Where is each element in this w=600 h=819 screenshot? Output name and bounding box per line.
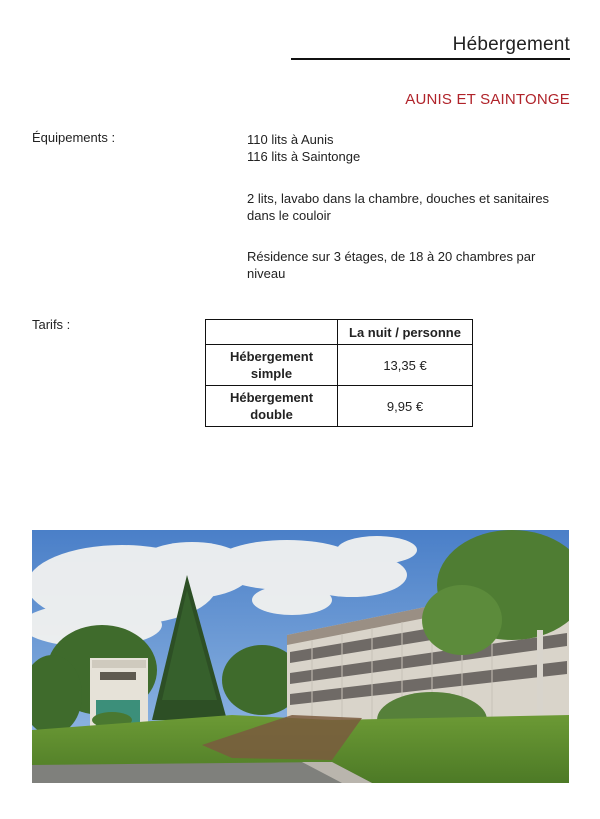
row-label bbox=[206, 386, 338, 427]
row-label-line1: Hébergement bbox=[229, 349, 314, 364]
section-title: AUNIS ET SAINTONGE bbox=[405, 91, 570, 108]
row-label-line2: double bbox=[250, 407, 293, 422]
table-header-row bbox=[206, 320, 473, 345]
equipements-label: Équipements : bbox=[32, 130, 116, 145]
beds-saintonge: 116 lits à Saintonge bbox=[247, 149, 361, 164]
table-row bbox=[206, 345, 473, 386]
price-cell: 9,95 € bbox=[338, 386, 473, 427]
table-corner-cell bbox=[206, 320, 338, 345]
page-header-title: Hébergement bbox=[452, 34, 570, 55]
rooms-description: 2 lits, lavabo dans la chambre, douches et sanitaires dans le couloir bbox=[247, 191, 550, 223]
row-label-line1: Hébergement bbox=[229, 390, 314, 405]
tarifs-table bbox=[205, 319, 473, 427]
residence-description: Résidence sur 3 étages, de 18 à 20 chambres par niveau bbox=[247, 249, 536, 281]
header-divider bbox=[291, 58, 570, 60]
table-row bbox=[206, 386, 473, 427]
tarifs-label: Tarifs : bbox=[32, 317, 71, 332]
column-header: La nuit / personne bbox=[338, 320, 473, 345]
price-cell: 13,35 € bbox=[338, 345, 473, 386]
residence-photo bbox=[32, 530, 569, 783]
row-label bbox=[206, 345, 338, 386]
beds-list bbox=[247, 131, 572, 165]
beds-aunis: 110 lits à Aunis bbox=[247, 132, 334, 147]
row-label-line2: simple bbox=[250, 366, 293, 381]
